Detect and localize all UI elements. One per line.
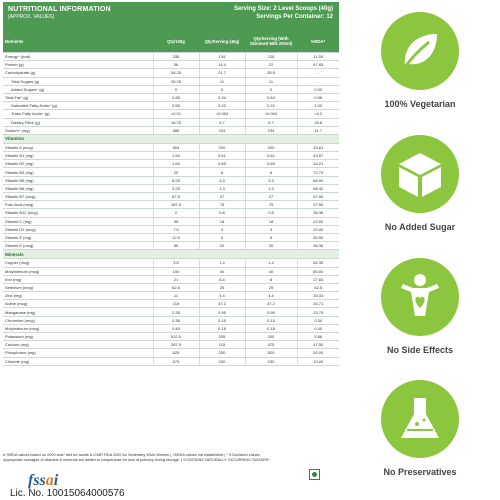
nutrient-value: - [297,77,339,85]
column-header: Qty/Serving (40g) [199,30,245,53]
nutrient-value: 8 [245,275,297,283]
nutrient-value: 0 [245,85,297,93]
nutrient-name: Saturated Fatty Acids^ (g) [3,102,153,110]
nutrient-name: Vitamin B5 (mg) [3,176,153,184]
nutrient-value: <0.2 [297,110,339,118]
nutrient-value: 0 [153,85,199,93]
nutrient-name: Vitamin E (mg) [3,233,153,241]
person-heart-icon [381,258,459,336]
nutrient-value: 0.8 [245,209,297,217]
nutrient-value: 21.7 [199,69,245,77]
section-header-row [3,250,339,259]
veg-mark-icon [309,469,320,480]
nutrient-value: 0.65 [245,160,297,168]
nutrient-value: 3 [245,225,297,233]
section-header-row [3,134,339,143]
table-row [3,316,339,324]
column-header: Qty/Serving (With Skimmed Milk 200ml) [245,30,297,53]
nutrient-value: <0.01 [153,110,199,118]
footnote: # %RDA values based on 2000 kcal* diet for adults & ICMR RDA 2020 for Sedentary Work Women | -%RDA values not established | ^ 5 Declared values [3,453,260,457]
nutrient-value: 187.5 [153,201,199,209]
nutrient-name: Molybdenum (mcg) [3,267,153,275]
table-row [3,110,339,118]
nutrient-value: 0.18 [245,324,297,332]
nutrient-name: Protein (g) [3,61,153,69]
nutrient-value: 0.15 [199,316,245,324]
nutrient-value: 0.22 [199,102,245,110]
nutrient-value: 1.4 [199,259,245,267]
nutrient-value: 0.95 [245,308,297,316]
nutrient-value: 20.00 [297,225,339,233]
nutrient-name: Vitamin K (mcg) [3,242,153,250]
nutrient-value: <0.004 [199,110,245,118]
nutrient-name: Vitamin B12 (mcg) [3,209,153,217]
nutrient-value: 75 [199,201,245,209]
table-row [3,201,339,209]
nutrient-value: 0.55 [153,102,199,110]
nutrient-value: 20 [245,242,297,250]
nutrient-value: 80.00 [297,267,339,275]
nutrient-value: 0.95 [199,308,245,316]
table-row [3,93,339,101]
nutrient-value: 21 [153,275,199,283]
nutrient-value: 3.3 [245,176,297,184]
nutrient-value: 1.3 [199,184,245,192]
nutrient-value: 18 [199,217,245,225]
nutrient-value: 230 [199,357,245,365]
nutrient-value: 5 [199,233,245,241]
nutrient-value: 33.61 [297,143,339,151]
nutrient-value: 230 [245,357,297,365]
table-row [3,283,339,291]
nutrient-value: 0.96 [297,93,339,101]
nutrient-name: Molybdenum (mcg) [3,324,153,332]
nutrient-name: Iron (mg) [3,275,153,283]
nutrient-value: 16.75 [153,118,199,126]
nutrient-value: 475 [245,341,297,349]
table-row [3,160,339,168]
table-row [3,77,339,85]
nutrient-value: 47.2 [199,300,245,308]
nutrient-name: Vitamin B2 (mg) [3,160,153,168]
nutrient-value: 0.45 [153,324,199,332]
nutrient-value: 0.61 [199,152,245,160]
table-row [3,217,339,225]
nutrient-value: 0.00 [297,85,339,93]
table-row [3,102,339,110]
feature-no-added-sugar [357,135,483,232]
table-row [3,308,339,316]
nutrient-value: 45 [153,217,199,225]
nutrient-value: 72.73 [297,168,339,176]
nutrient-name: Potassium (mg) [3,333,153,341]
nutrient-value: 585 [153,126,199,134]
table-row [3,333,339,341]
nutrient-value: 10.00 [297,357,339,365]
flask-icon [381,380,459,458]
nutrient-value: 0.61 [245,152,297,160]
nutrient-value: 625 [153,349,199,357]
nutrient-value: 22 [245,61,297,69]
nutrient-value: 335 [153,53,199,61]
table-row [3,300,339,308]
table-row [3,85,339,93]
nutrient-value: 0.85 [153,93,199,101]
table-row [3,61,339,69]
nutrient-value: 1.63 [153,160,199,168]
table-row [3,349,339,357]
nutrient-value: 36 [153,61,199,69]
footnotes [3,453,339,463]
table-row [3,69,339,77]
table-row [3,242,339,250]
nutrient-value: 47.2 [245,300,297,308]
nutrient-value: 11 [245,77,297,85]
nutrient-name: Energy^ (kcal) [3,53,153,61]
nutrient-value: 8.4 [199,275,245,283]
nutrient-value: 0.40 [297,324,339,332]
nutrient-value: 3.5 [153,259,199,267]
nutrient-name: Vitamin B7 (mcg) [3,193,153,201]
table-row [3,324,339,332]
nutrient-name: Vitamin B1 (mg) [3,152,153,160]
nutrient-value: 33.33 [297,292,339,300]
table-row [3,176,339,184]
column-header: %RDA* [297,30,339,53]
nutrient-value: 7.5 [153,225,199,233]
table-row [3,126,339,134]
nutrient-value: 0 [199,85,245,93]
nutrient-value: 205 [245,333,297,341]
nutrient-value: 27.83 [297,275,339,283]
nutrient-value: 205 [199,333,245,341]
nutrient-name: Folic Acid (mcg) [3,201,153,209]
nutrient-value: 27 [199,193,245,201]
nutrient-value: 575 [153,357,199,365]
section-title: Vitamins [3,134,339,143]
nutrient-value: 100 [153,267,199,275]
nutrient-value: 62.5 [153,283,199,291]
feature-label: 100% Vegetarian [384,99,456,109]
nutrient-name: Manganese (mg) [3,308,153,316]
nutrient-value: 5.86 [297,333,339,341]
nutrient-value: 22.50 [297,217,339,225]
nutrient-value: 234 [199,126,245,134]
nutrient-value: 40 [199,267,245,275]
nutrient-name: Iodine (mcg) [3,300,153,308]
nutrient-value: 3.25 [153,184,199,192]
nutrient-value: 0.22 [245,102,297,110]
license-number: Lic. No. 10015064000576 [10,488,125,499]
nutrient-value: 36.36 [297,242,339,250]
nutrient-value: 50 [153,242,199,250]
nutrient-value: 1.4 [245,259,297,267]
nutrient-value: <0.004 [245,110,297,118]
nutrient-value: 37.50 [297,201,339,209]
nutrient-name: Vitamin A (mcg) [3,143,153,151]
table-row [3,53,339,61]
nutrient-value: 33.71 [297,300,339,308]
nutrient-name: Zinc (mg) [3,292,153,300]
nutrient-value: 11.55 [297,53,339,61]
nutrient-value: 8 [245,168,297,176]
nutrient-value: 82.35 [297,259,339,267]
nutrient-value: 134 [199,53,245,61]
nutrient-name: Trans Fatty Acids^ (g) [3,110,153,118]
nutrient-value: 512.5 [153,333,199,341]
nutrient-value: 115 [199,341,245,349]
fssai-logo: fssai [28,472,59,489]
nutrient-value: 52.00 [297,349,339,357]
nutrient-value: 67.5 [153,193,199,201]
nutrient-value: 11.7 [297,126,339,134]
nutrient-value: 250 [199,349,245,357]
nutrient-value: 5 [245,233,297,241]
nutrient-name: Vitamin C (mg) [3,217,153,225]
nutrient-value: 0.18 [199,324,245,332]
column-header: Nutrients [3,30,153,53]
nutrient-value: 11 [199,77,245,85]
table-row [3,118,339,126]
nutrient-value: 75 [245,201,297,209]
nutrient-value: 12.5 [153,233,199,241]
nutrient-value: 67.50 [297,193,339,201]
nutrition-header [3,2,339,30]
nutrient-value: 1.00 [297,102,339,110]
nutrient-value: 27 [245,193,297,201]
nutrient-value: 504 [153,143,199,151]
nutrient-value: 47.50 [297,341,339,349]
nutrient-value: 1.3 [245,184,297,192]
nutrient-value: 23.75 [297,308,339,316]
table-row [3,259,339,267]
nutrient-value: 62.5 [297,283,339,291]
nutrient-value: 0.15 [245,316,297,324]
feature-no-preservatives [357,380,483,477]
nutrient-name: Vitamin B3 (mg) [3,168,153,176]
feature-label: No Added Sugar [384,222,456,232]
nutrient-value: 118 [153,300,199,308]
nutrient-value: 66.00 [297,176,339,184]
nutrient-name: Chloride (mg) [3,357,153,365]
nutrient-value: 40 [245,267,297,275]
nutrient-value: 200 [199,143,245,151]
nutrition-panel [3,2,339,366]
nutrient-value: 4.4 [199,292,245,300]
nutrient-value: 25 [245,283,297,291]
nutrient-value: 8.25 [153,176,199,184]
nutrient-value: 50.00 [297,233,339,241]
nutrient-value: 34.21 [297,160,339,168]
nutrient-name: Chromium (mcg) [3,316,153,324]
nutrient-name: Copper (mcg) [3,259,153,267]
table-row [3,193,339,201]
nutrient-value: 20 [199,242,245,250]
table-row [3,209,339,217]
nutrient-value: 54.25 [153,69,199,77]
nutrient-value: 25 [199,283,245,291]
nutrition-title: NUTRITIONAL INFORMATION [8,6,111,13]
table-row [3,275,339,283]
nutrient-name: Sodium^ (mg) [3,126,153,134]
feature-label: No Side Effects [386,345,453,355]
nutrient-value: 200 [245,143,297,151]
nutrient-value: 0.8 [199,209,245,217]
serving-size: Serving Size: 2 Level Scoops (40g) [233,6,333,12]
nutrient-name: Added Sugars^ (g) [3,85,153,93]
feature-vegetarian [357,12,483,109]
nutrient-value: 287.5 [153,341,199,349]
nutrient-name: Dietary Fibre (g) [3,118,153,126]
nutrient-value: 68.42 [297,184,339,192]
nutrient-value: 0.34 [199,93,245,101]
nutrient-value: 11 [153,292,199,300]
table-row [3,152,339,160]
nutrient-value: 47.83 [297,61,339,69]
nutrient-value: - [297,69,339,77]
nutrient-value: 6.7 [245,118,297,126]
nutrient-value: 43.57 [297,152,339,160]
table-header-row [3,30,339,53]
table-row [3,184,339,192]
table-row [3,267,339,275]
nutrient-name: Calcium (mg) [3,341,153,349]
nutrient-name: Total Fat^ (g) [3,93,153,101]
table-row [3,292,339,300]
nutrition-table [3,30,339,366]
leaf-icon [381,12,459,90]
nutrient-name: Phosphorus (mg) [3,349,153,357]
nutrient-value: 35.5 [245,69,297,77]
sugar-cube-icon [381,135,459,213]
section-title: Minerals [3,250,339,259]
nutrient-value: 26.8 [297,118,339,126]
nutrient-value: 2.38 [153,308,199,316]
nutrient-value: 28.25 [153,77,199,85]
nutrient-name: Vitamin D3 (mcg) [3,225,153,233]
nutrient-value: 4.4 [245,292,297,300]
nutrient-value: 1.53 [153,152,199,160]
table-row [3,225,339,233]
nutrient-name: Selenium (mcg) [3,283,153,291]
nutrient-value: 0.65 [199,160,245,168]
table-row [3,233,339,241]
nutrient-value: 0.38 [153,316,199,324]
nutrient-value: 234 [245,126,297,134]
nutrient-value: 3.3 [199,176,245,184]
nutrient-value: 2 [153,209,199,217]
nutrient-value: 20 [153,168,199,176]
nutrient-value: 18 [245,217,297,225]
nutrient-name: Vitamin B6 (mg) [3,184,153,192]
table-row [3,341,339,349]
nutrient-name: Total Sugars (g) [3,77,153,85]
table-row [3,143,339,151]
nutrient-value: 14.4 [199,61,245,69]
column-header: Qty/100g [153,30,199,53]
nutrient-value: 0.30 [297,316,339,324]
nutrient-name: Carbohydrate (g) [3,69,153,77]
nutrient-value: 3 [199,225,245,233]
table-row [3,357,339,365]
nutrient-value: 0.64 [245,93,297,101]
feature-label: No Preservatives [383,467,457,477]
table-row [3,168,339,176]
feature-no-side-effects [357,258,483,355]
nutrient-value: 225 [245,53,297,61]
nutrient-value: 36.36 [297,209,339,217]
nutrient-value: 6.7 [199,118,245,126]
nutrient-value: 520 [245,349,297,357]
footnote: Appropriate overages of vitamins & minerals are added to compensate for loss of potency during storage. | *CONTAINS NATURALLY OCCURRING SUGARS* [3,458,270,463]
servings-per-container: Servings Per Container: 12 [256,14,333,20]
nutrient-value: 8 [199,168,245,176]
nutrition-subtitle: (APPROX. VALUES) [8,14,55,20]
